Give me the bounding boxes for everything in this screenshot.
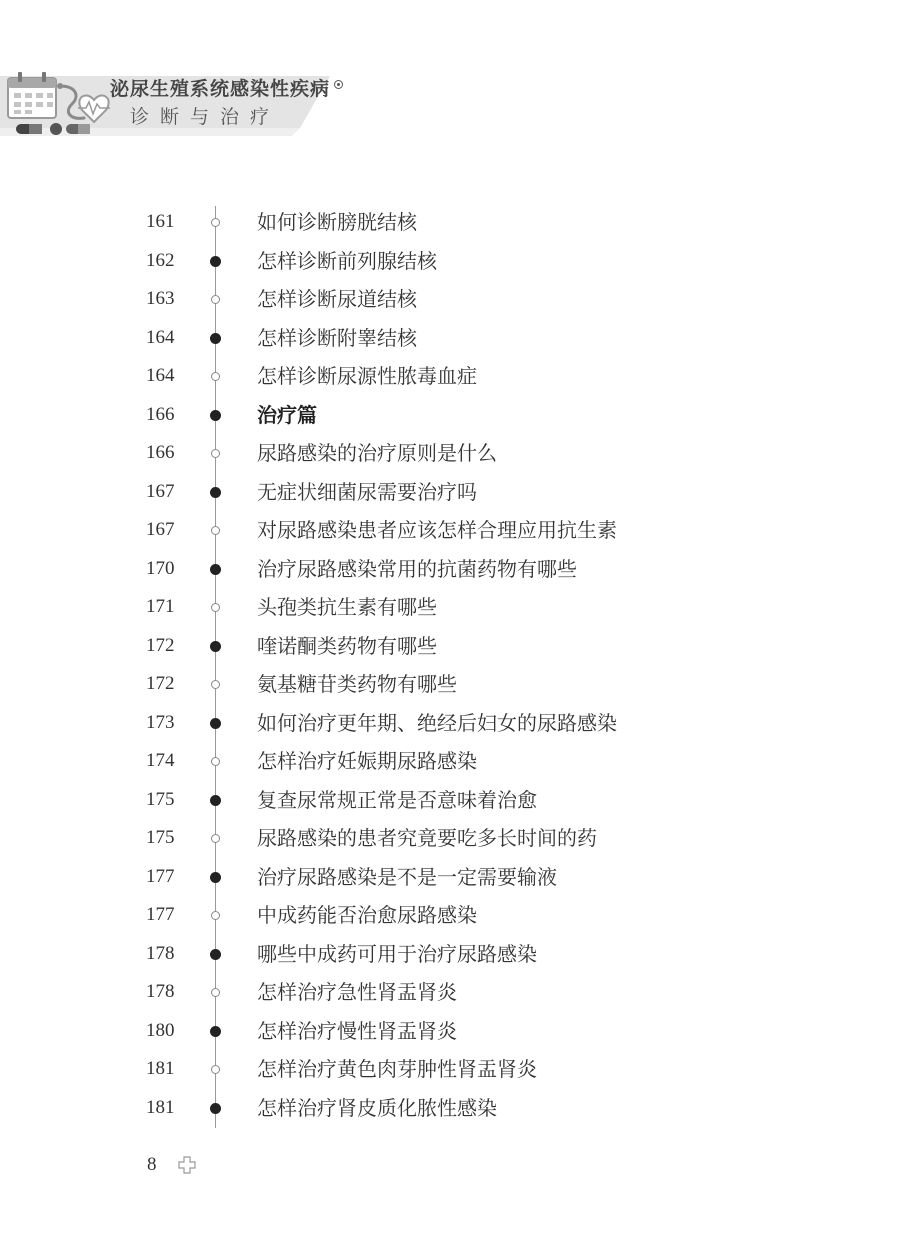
toc-page-number: 170	[146, 557, 175, 579]
toc-page-number: 178	[146, 981, 175, 1002]
toc-entry-title: 喹诺酮类药物有哪些	[257, 633, 437, 658]
hollow-circle-icon	[211, 680, 220, 689]
toc-entry-title: 中成药能否治愈尿路感染	[257, 903, 477, 927]
running-header	[0, 0, 900, 160]
filled-dot-icon	[210, 872, 221, 883]
toc-page-number: 177	[146, 904, 175, 925]
toc-page-number: 174	[146, 750, 175, 771]
toc-entry[interactable]	[0, 1016, 900, 1046]
toc-entry[interactable]	[0, 477, 900, 507]
toc-entry[interactable]	[0, 669, 900, 699]
hollow-circle-icon	[211, 834, 220, 843]
filled-dot-icon	[210, 949, 221, 960]
filled-dot-icon	[210, 256, 221, 267]
toc-entry[interactable]	[0, 438, 900, 468]
toc-entry[interactable]	[0, 939, 900, 969]
toc-entry-title: 头孢类抗生素有哪些	[257, 595, 437, 619]
toc-entry-title: 哪些中成药可用于治疗尿路感染	[257, 941, 537, 966]
toc-page-number: 181	[146, 1096, 175, 1118]
toc-entry-title: 治疗尿路感染常用的抗菌药物有哪些	[257, 556, 577, 581]
book-title: 泌尿生殖系统感染性疾病	[110, 74, 343, 101]
toc-entry-title: 怎样治疗肾皮质化脓性感染	[257, 1095, 497, 1120]
toc-page-number: 172	[146, 673, 175, 694]
toc-page-number: 161	[146, 211, 175, 232]
toc-entry-title: 治疗篇	[257, 402, 317, 427]
toc-page-number: 175	[146, 788, 175, 810]
toc-entry-title: 怎样诊断前列腺结核	[257, 248, 437, 273]
toc-entry-title: 怎样诊断尿源性脓毒血症	[257, 364, 477, 388]
pills-icon	[16, 123, 90, 135]
toc-entry-title: 氨基糖苷类药物有哪些	[257, 672, 457, 696]
filled-dot-icon	[210, 333, 221, 344]
filled-dot-icon	[210, 795, 221, 806]
hollow-circle-icon	[211, 218, 220, 227]
toc-page-number: 177	[146, 865, 175, 887]
filled-dot-icon	[210, 487, 221, 498]
filled-dot-icon	[210, 1026, 221, 1037]
toc-page-number: 181	[146, 1058, 175, 1079]
filled-dot-icon	[210, 718, 221, 729]
toc-entry-title: 怎样诊断尿道结核	[257, 287, 417, 311]
filled-dot-icon	[210, 410, 221, 421]
hollow-circle-icon	[211, 988, 220, 997]
toc-page-number: 173	[146, 711, 175, 733]
toc-section-heading[interactable]	[0, 400, 900, 430]
toc-page-number: 166	[146, 403, 175, 425]
toc-entry-title: 无症状细菌尿需要治疗吗	[257, 479, 477, 504]
toc-entry-title: 尿路感染的患者究竟要吃多长时间的药	[257, 826, 597, 850]
page-number: 8	[147, 1154, 157, 1175]
toc-entry[interactable]	[0, 284, 900, 314]
hollow-circle-icon	[211, 603, 220, 612]
hollow-circle-icon	[211, 757, 220, 766]
filled-dot-icon	[210, 564, 221, 575]
filled-dot-icon	[210, 641, 221, 652]
hollow-circle-icon	[211, 911, 220, 920]
toc-page-number: 166	[146, 442, 175, 463]
toc-entry[interactable]	[0, 823, 900, 853]
hollow-circle-icon	[211, 295, 220, 304]
calendar-icon	[8, 72, 56, 118]
toc-entry[interactable]	[0, 708, 900, 738]
toc-entry-title: 复查尿常规正常是否意味着治愈	[257, 787, 537, 812]
toc-entry-title: 怎样治疗慢性肾盂肾炎	[257, 1018, 457, 1043]
toc-entry[interactable]	[0, 977, 900, 1007]
toc-entry[interactable]	[0, 746, 900, 776]
filled-dot-icon	[210, 1103, 221, 1114]
toc-entry[interactable]	[0, 207, 900, 237]
toc-entry[interactable]	[0, 515, 900, 545]
toc-entry[interactable]	[0, 592, 900, 622]
toc-page-number: 171	[146, 596, 175, 617]
toc-page-number: 175	[146, 827, 175, 848]
hollow-circle-icon	[211, 449, 220, 458]
toc-entry-title: 如何治疗更年期、绝经后妇女的尿路感染	[257, 710, 617, 735]
toc-entry[interactable]	[0, 1054, 900, 1084]
toc-page-number: 172	[146, 634, 175, 656]
toc-entry[interactable]	[0, 323, 900, 353]
toc-page-number: 178	[146, 942, 175, 964]
toc-entry[interactable]	[0, 1093, 900, 1123]
toc-entry[interactable]	[0, 246, 900, 276]
toc-entry-title: 怎样治疗黄色肉芽肿性肾盂肾炎	[257, 1057, 537, 1081]
hollow-circle-icon	[211, 372, 220, 381]
toc-entry[interactable]	[0, 900, 900, 930]
toc-entry-title: 如何诊断膀胱结核	[257, 210, 417, 234]
toc-entry-title: 怎样诊断附睾结核	[257, 325, 417, 350]
toc-entry[interactable]	[0, 631, 900, 661]
toc-page-number: 164	[146, 365, 175, 386]
toc-entry-title: 怎样治疗急性肾盂肾炎	[257, 980, 457, 1004]
hollow-circle-icon	[211, 1065, 220, 1074]
toc-page-number: 162	[146, 249, 175, 271]
book-subtitle: 诊断与治疗	[130, 106, 281, 128]
toc-entry[interactable]	[0, 785, 900, 815]
toc-page-number: 180	[146, 1019, 175, 1041]
toc-page-number: 163	[146, 288, 175, 309]
toc-entry-title: 尿路感染的治疗原则是什么	[257, 441, 497, 465]
toc-page-number: 167	[146, 519, 175, 540]
toc-entry[interactable]	[0, 554, 900, 584]
hollow-circle-icon	[211, 526, 220, 535]
toc-entry[interactable]	[0, 361, 900, 391]
toc-entry[interactable]	[0, 862, 900, 892]
toc-page-number: 164	[146, 326, 175, 348]
toc-page-number: 167	[146, 480, 175, 502]
toc-entry-title: 怎样治疗妊娠期尿路感染	[257, 749, 477, 773]
toc-entry-title: 对尿路感染患者应该怎样合理应用抗生素	[257, 518, 617, 542]
toc-entry-title: 治疗尿路感染是不是一定需要输液	[257, 864, 557, 889]
medical-cross-icon	[178, 1156, 196, 1174]
